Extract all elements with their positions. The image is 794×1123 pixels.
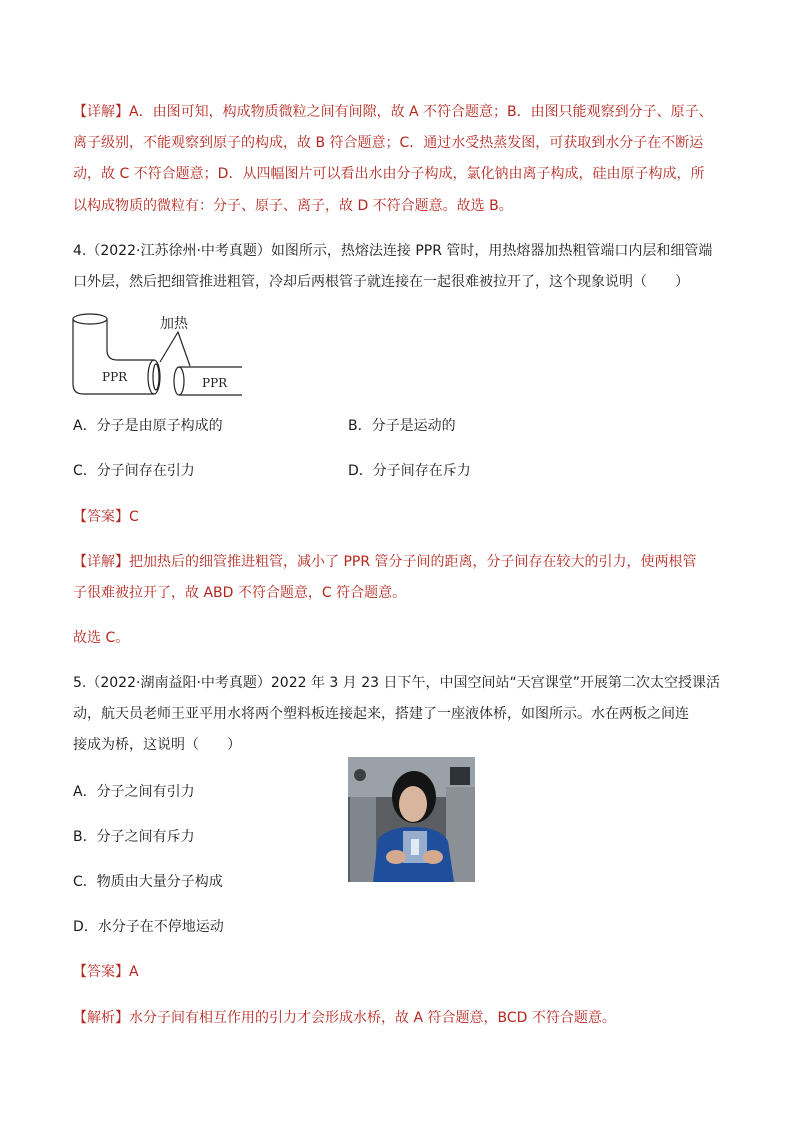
- hand-right: [423, 850, 443, 864]
- elbow-inner-wall: [107, 319, 154, 360]
- q4-detail-line-1: [73, 552, 697, 572]
- hand-left: [386, 850, 406, 864]
- q5-option-a: A．分子之间有引力: [73, 784, 195, 800]
- ppr-pipe-figure: [70, 310, 245, 398]
- q4-answer: [73, 507, 139, 527]
- q4-answer-value: C: [129, 509, 139, 525]
- station-wall-left: [350, 797, 376, 882]
- detail-tag: 【详解】: [73, 554, 129, 570]
- q4-option-a: A．分子是由原子构成的: [73, 418, 223, 434]
- analysis-tag: 【解析】: [73, 1010, 129, 1026]
- q4-option-c: C．分子间存在引力: [73, 463, 195, 479]
- q5-option-b: B．分子之间有斥力: [73, 829, 195, 845]
- heat-label: 加热: [160, 316, 188, 332]
- q5-number: 5.: [73, 675, 87, 691]
- answer-tag: 【答案】: [73, 964, 129, 980]
- q4-option-d: D．分子间存在斥力: [348, 463, 471, 479]
- q4-number: 4.: [73, 243, 87, 259]
- astronaut-face: [399, 786, 427, 822]
- ppr-label-right: PPR: [202, 376, 228, 390]
- liquid-bridge-photo: [348, 757, 475, 882]
- q5-stem-text-1: 2022 年 3 月 23 日下午，中国空间站“天宫课堂”开展第二次太空授课活: [270, 675, 720, 691]
- thin-pipe-end: [174, 367, 184, 395]
- q4-option-b: B．分子是运动的: [348, 418, 456, 434]
- q4-stem-line-1: [73, 241, 712, 261]
- q4-conclusion: 故选 C。: [73, 630, 130, 646]
- water-bridge: [411, 839, 419, 855]
- q5-stem-line-3: 接成为桥，这说明（ ）: [73, 737, 241, 753]
- q5-stem-line-2: 动，航天员老师王亚平用水将两个塑料板连接起来，搭建了一座液体桥，如图所示。水在两板之间连: [73, 706, 689, 722]
- wall-fixture: [354, 769, 366, 781]
- thick-pipe-inner: [153, 364, 159, 390]
- q4-stem-text-1: 如图所示，热熔法连接 PPR 管时，用热熔器加热粗管端口内层和细管端: [270, 243, 713, 259]
- q3-detail-line-3: 动，故 C 不符合题意；D．从四幅图片可以看出水由分子构成，氯化钠由离子构成，硅由原子构成，所: [73, 166, 705, 182]
- q3-detail-text-1: A．由图可知，构成物质微粒之间有间隙，故 A 不符合题意；B．由图只能观察到分子、原子、: [129, 104, 713, 120]
- detail-tag: 【详解】: [73, 104, 129, 120]
- q5-answer-value: A: [129, 964, 139, 980]
- q5-option-d: D．水分子在不停地运动: [73, 919, 224, 935]
- q3-detail-line-2: 离子级别，不能观察到原子的构成，故 B 符合题意；C．通过水受热蒸发图，可获取到水分子在不断运: [73, 135, 704, 151]
- answer-tag: 【答案】: [73, 509, 129, 525]
- q4-source: （2022·江苏徐州·中考真题）: [86, 243, 271, 259]
- heat-pointer-lines: [160, 332, 190, 366]
- q4-stem-line-2: 口外层，然后把细管推进粗管，冷却后两根管子就连接在一起很难被拉开了，这个现象说明（ ）: [73, 274, 689, 290]
- q5-analysis-text: 水分子间有相互作用的引力才会形成水桥，故 A 符合题意，BCD 不符合题意。: [129, 1010, 616, 1026]
- ppr-label-left: PPR: [102, 370, 128, 384]
- q4-detail-line-2: 子很难被拉开了，故 ABD 不符合题意，C 符合题意。: [73, 585, 407, 601]
- elbow-top-opening: [73, 314, 107, 324]
- q5-analysis: [73, 1008, 616, 1028]
- q5-stem-line-1: [73, 673, 720, 693]
- wall-panel: [450, 767, 470, 785]
- q5-answer: [73, 962, 139, 982]
- q5-option-c: C．物质由大量分子构成: [73, 874, 223, 890]
- q3-detail-line-4: 以构成物质的微粒有：分子、原子、离子，故 D 不符合题意。故选 B。: [73, 198, 513, 214]
- q4-detail-text-1: 把加热后的细管推进粗管，减小了 PPR 管分子间的距离，分子间存在较大的引力，使两根管: [129, 554, 697, 570]
- q3-detail-line-1: [73, 102, 713, 122]
- q5-source: （2022·湖南益阳·中考真题）: [86, 675, 271, 691]
